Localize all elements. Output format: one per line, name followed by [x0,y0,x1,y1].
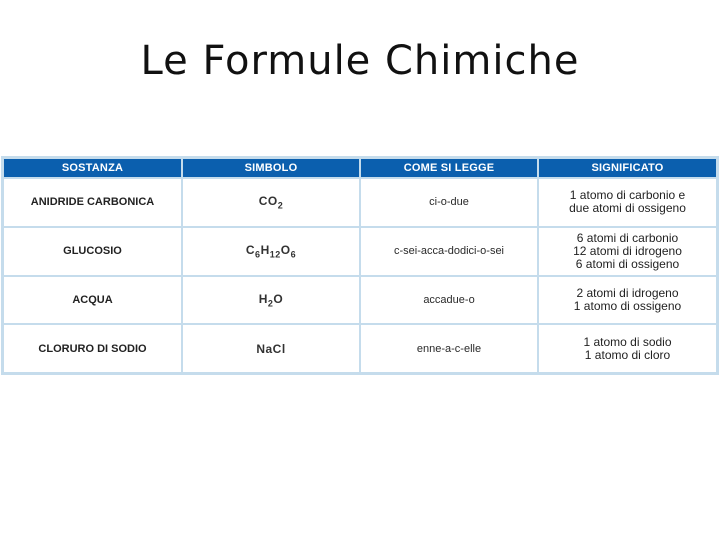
formula-meaning [538,227,716,276]
formula-meaning [538,178,716,227]
header-meaning: SIGNIFICATO [538,159,716,178]
table-row [4,178,716,227]
formula-element: CO [258,194,278,209]
table-row [4,227,716,276]
substance-name: ANIDRIDE CARBONICA [4,178,182,227]
meaning-line: 1 atomo di ossigeno [573,298,682,313]
header-substance: SOSTANZA [4,159,182,178]
formula-element: C [245,242,256,257]
formula-subscript: 2 [277,200,284,211]
table-row [4,276,716,325]
formula-reading: accadue-o [360,276,538,325]
formula-subscript: 6 [255,249,261,260]
table-body [4,178,716,372]
substance-name: CLORURO DI SODIO [4,324,182,372]
substance-name: GLUCOSIO [4,227,182,276]
formula-element: O [280,242,291,257]
formula-meaning [538,324,716,372]
meaning-line: 12 atomi di idrogeno [573,243,682,258]
table-row [4,324,716,372]
formula-table [4,159,716,372]
header-symbol: SIMBOLO [182,159,360,178]
formula-element: H [258,291,268,306]
formula-subscript: 2 [267,298,274,309]
formula-subscript: 12 [269,249,281,260]
substance-name: ACQUA [4,276,182,325]
page-title: Le Formule Chimiche [140,38,580,84]
formula-element: O [273,291,284,306]
chemical-formula [182,276,360,325]
header-reading: COME SI LEGGE [360,159,538,178]
meaning-line: 2 atomi di idrogeno [576,285,679,300]
formula-element: NaCl [256,341,286,356]
formula-reading: c-sei-acca-dodici-o-sei [360,227,538,276]
meaning-line: 1 atomo di carbonio e [569,188,686,203]
meaning-line: 6 atomi di carbonio [576,230,679,245]
chemical-formula [182,227,360,276]
chemical-formula [182,324,360,372]
formula-element: H [260,242,270,257]
meaning-line: 1 atomo di sodio [583,334,672,349]
formula-reading: enne-a-c-elle [360,324,538,372]
formula-reading: ci-o-due [360,178,538,227]
chemical-formula [182,178,360,227]
formula-meaning [538,276,716,325]
formula-table-container [1,156,719,375]
meaning-line: 1 atomo di cloro [584,347,671,362]
meaning-line: 6 atomi di ossigeno [575,256,680,271]
meaning-line: due atomi di ossigeno [569,201,686,216]
formula-subscript: 6 [290,249,297,260]
table-header-row [4,159,716,178]
